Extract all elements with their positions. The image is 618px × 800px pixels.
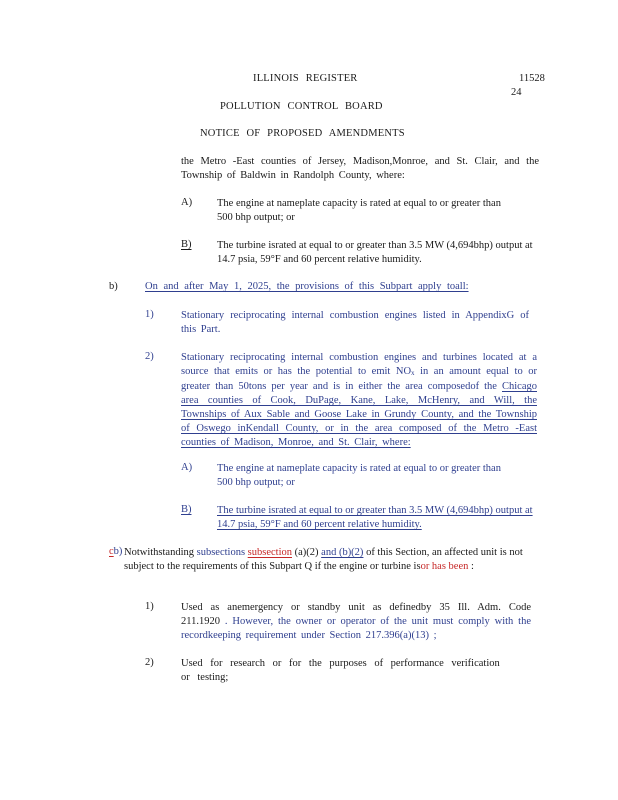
or-has-been-inserted: or has been [420, 561, 469, 572]
section-b-item1-text: Stationary reciprocating internal combustion engines listed in AppendixG of this Part. [181, 310, 529, 335]
section-c-text-3: of this Section, an affected unit is not subject to the requirements of this Subpart Q if the engine or turbine is [124, 547, 523, 572]
item2-plain-text-2: in an amount equal to or greater than 50tons per year and is in either the area composedof the [181, 366, 537, 392]
section-c-item2-text: Used for research or for the purposes of performance verification or testing; [181, 658, 500, 683]
first-list-a-label: A) [181, 197, 193, 208]
section-c-text-1: Notwithstanding [124, 547, 197, 558]
section-b-b-label: B) [181, 504, 192, 515]
section-c-item1-text [181, 601, 531, 643]
section-c-item2-label: 2) [145, 657, 154, 668]
intro-paragraph: the Metro -East counties of Jersey, Madison,Monroe, and St. Clair, and the Township of Baldwin in Randolph County, where: [181, 156, 539, 181]
item1-text-2: . However, the owner or operator of the unit must comply with the recordkeeping requirement under Section 217.396(a)(13) ; [181, 616, 531, 641]
page-number: 11528 [519, 73, 545, 84]
section-c-label [109, 546, 122, 557]
and-b2-inserted: and (b)(2) [321, 547, 364, 558]
section-c-item1-label: 1) [145, 601, 154, 612]
item2-underlined-text: Chicago area counties of Cook, DuPage, Kane, Lake, McHenry, and Will, the Townships of Aux Sable and Goose Lake in Grundy County, and the Township of Oswego inKendall County, or in the area composed of the Metro -East counties of Madison, Monroe, and St. Clair, where: [181, 381, 537, 448]
section-c-text [124, 546, 534, 574]
item2-plain-text: Stationary reciprocating internal combustion engines and turbines located at a source that emits or has the potential to emit NO [181, 352, 537, 377]
item1-text-1: Used as anemergency or standby unit as definedby 35 Ill. Adm. Code 211.1920 [181, 602, 531, 627]
section-b-a-label: A) [181, 462, 193, 473]
section-b-intro: On and after May 1, 2025, the provisions of this Subpart apply toall: [145, 281, 469, 292]
section-b-label: b) [109, 281, 118, 292]
section-c-text-2: (a)(2) [292, 547, 322, 558]
nox-subscript: x [411, 369, 415, 377]
section-b-item1-label: 1) [145, 309, 154, 320]
first-list-b-label: B) [181, 239, 192, 250]
subsections-deleted: subsections [196, 547, 246, 558]
notice-title: NOTICE OF PROPOSED AMENDMENTS [200, 128, 405, 139]
first-list-b-text: The turbine israted at equal to or greater than 3.5 MW (4,694bhp) output at 14.7 psia, 59°F and 60 percent relative humidity. [217, 240, 533, 265]
section-c-text-4: : [468, 561, 474, 572]
register-title: ILLINOIS REGISTER [253, 73, 358, 84]
section-b-item2-text [181, 351, 537, 450]
section-b-b-text: The turbine israted at equal to or greater than 3.5 MW (4,694bhp) output at 14.7 psia, 59°F and 60 percent relative humidity. [217, 505, 533, 530]
section-b-a-text: The engine at nameplate capacity is rated at equal to or greater than 500 bhp output; or [217, 463, 501, 488]
section-b-item2-label: 2) [145, 351, 154, 362]
subsection-inserted: subsection [247, 547, 292, 558]
agency-title: POLLUTION CONTROL BOARD [220, 101, 383, 112]
section-c-deleted-label: b) [113, 546, 123, 557]
page-number-suffix: 24 [511, 87, 522, 98]
section-c-inserted-label: c [109, 546, 114, 557]
first-list-a-text: The engine at nameplate capacity is rated at equal to or greater than 500 bhp output; or [217, 198, 501, 223]
